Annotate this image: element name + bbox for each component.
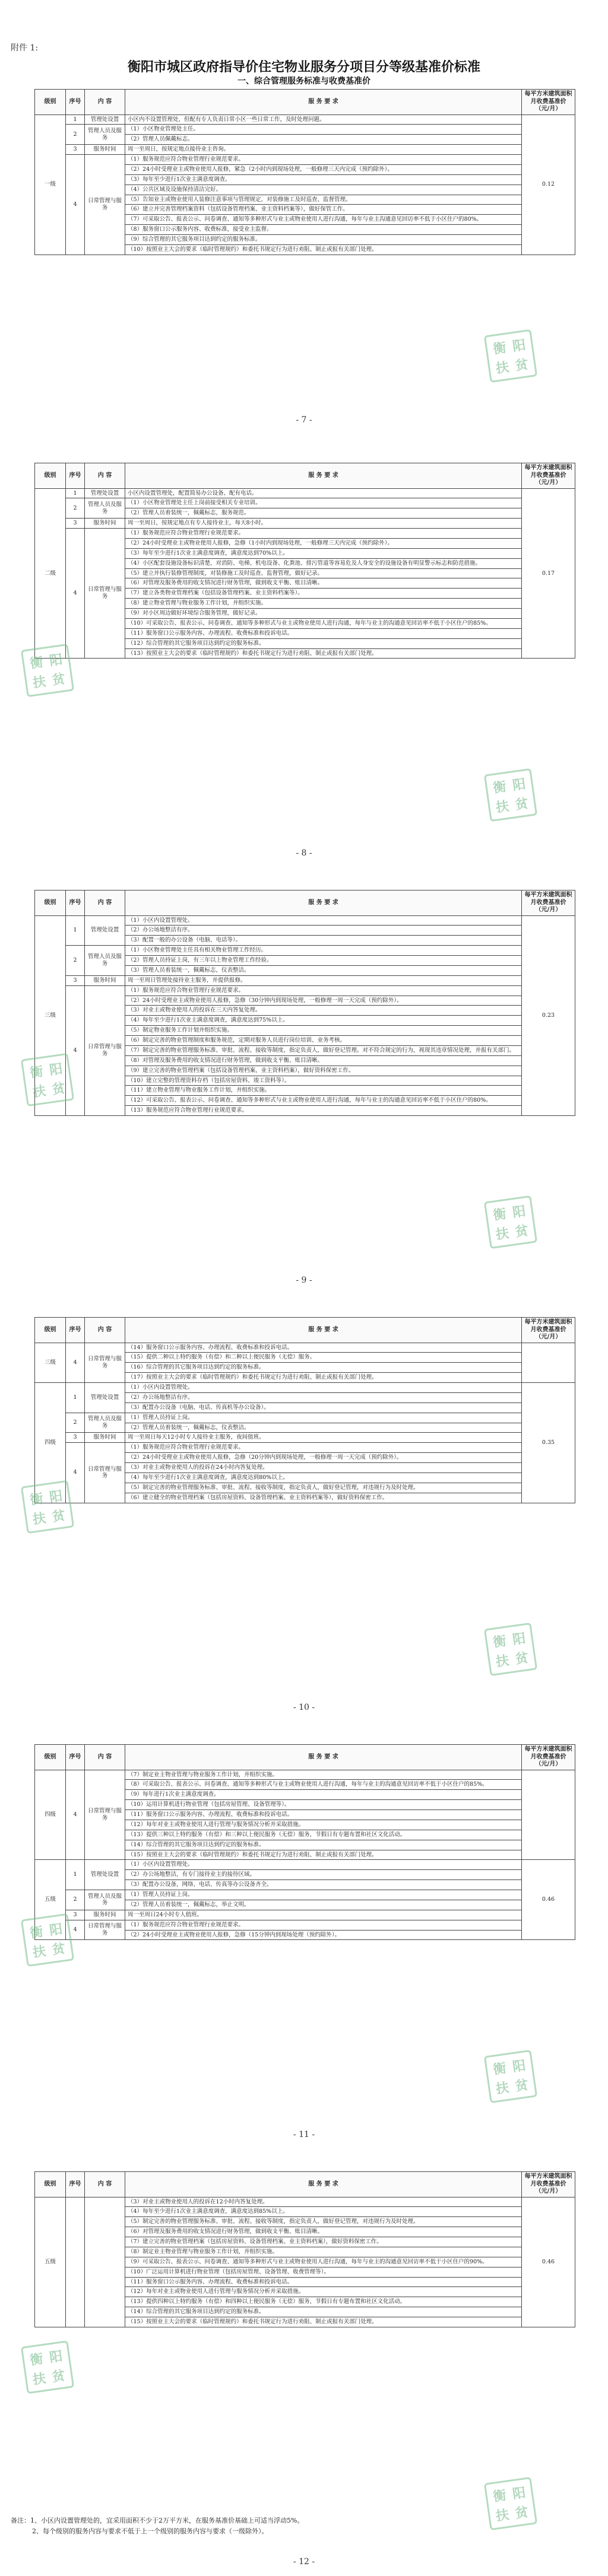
item-cell: 服务时间 [85, 519, 125, 529]
watermark-glyph: 阳 [511, 337, 527, 355]
requirement-cell: （8）服务窗口公示服务内容、收费标准，接受业主监督。 [125, 225, 522, 235]
document-page-3 [0, 866, 608, 1293]
column-header-number: 序号 [66, 891, 85, 916]
column-header-requirements: 服 务 要 求 [125, 463, 522, 489]
level-cell: 四级 [35, 1383, 66, 1503]
table-row [35, 985, 575, 996]
watermark-glyph: 衡 [28, 1064, 45, 1081]
watermark-glyph: 贫 [514, 2504, 530, 2521]
page-number: - 9 - [296, 1276, 312, 1285]
column-header-level: 级别 [35, 2172, 66, 2197]
service-standard-table [34, 463, 575, 659]
requirement-cell: （12）可采取公告、报表公示、问卷调查、通知等多种形式与业主或物业使用人进行沟通，每年与业主的沟通意见回访率不低于小区住户的80%。 [125, 1096, 522, 1106]
requirement-cell: （2）管理人员着装统一，佩戴标志，举止文明。 [125, 1900, 522, 1910]
watermark-glyph: 阳 [48, 1061, 64, 1079]
requirement-cell: （3）每年至少进行1次业主满意度调查，满意度达到70%以上。 [125, 548, 522, 558]
level-cell: 五级 [35, 1860, 66, 1940]
row-number-cell: 3 [66, 1433, 85, 1443]
requirement-cell: 周一至周日每天12小时专人接待业主服务，夜间值班。 [125, 1433, 522, 1443]
table-row [35, 1383, 575, 1393]
requirement-cell: 周一至周日，按规定地点有专人接待业主，每天8小时。 [125, 519, 522, 529]
watermark-glyph: 阳 [511, 2485, 527, 2502]
column-header-requirements: 服 务 要 求 [125, 891, 522, 916]
requirement-cell: （3）对业主或物业使用人的投诉在12小时内答复处理。 [125, 2197, 522, 2207]
requirement-cell: 小区内设置管理处，配置简易办公设备、配有电话。 [125, 488, 522, 498]
requirement-cell: （12）每年对业主或物业使用人进行管理与服务情况分析并采取措施。 [125, 2287, 522, 2297]
requirement-cell: （3）每年至少进行1次业主满意度调查。 [125, 174, 522, 185]
requirement-cell: （2）办公场地整洁，有专门接待业主的接待区域。 [125, 1870, 522, 1880]
row-number-cell: 1 [66, 1383, 85, 1413]
requirement-cell: 周一至周日，按规定地点接待业主咨询。 [125, 145, 522, 155]
requirement-cell: （4）每年至少进行1次业主满意度调查，满意度达到85%以上。 [125, 2207, 522, 2217]
requirement-cell: （2）管理人员着装统一，佩戴标志，服务规范。 [125, 508, 522, 519]
requirement-cell: （6）对管理及服务费用的收支情况进行财务管理，做到收支平衡、账目清晰。 [125, 2227, 522, 2237]
requirement-cell: （11）建立物业管理与物业服务工作计划，并组织实施。 [125, 1086, 522, 1096]
item-cell: 日常管理与服务 [85, 155, 125, 255]
requirement-cell: （8）制定业主物业管理与物业服务工作计划，并组织实施。 [125, 2247, 522, 2257]
item-cell: 管理人员及服务 [85, 1890, 125, 1910]
table-row [35, 1770, 575, 1780]
requirement-cell: （1）服务规范应符合物业管理行业规范要求。 [125, 985, 522, 996]
table-row [35, 1343, 575, 1353]
watermark-glyph: 扶 [31, 2370, 47, 2388]
item-cell: 管理处设置 [85, 488, 125, 498]
table-header-row [35, 463, 575, 489]
requirement-cell: （5）建立并执行装修管理制度，对装修施工及时巡查、监督管理，做好记录。 [125, 568, 522, 578]
item-cell: 日常管理与服务 [85, 985, 125, 1115]
watermark-glyph: 贫 [514, 1650, 530, 1667]
item-cell: 服务时间 [85, 975, 125, 985]
service-standard-table [34, 1317, 575, 1503]
item-cell: 管理处设置 [85, 115, 125, 125]
row-number-cell: 4 [66, 1920, 85, 1940]
requirement-cell: （9）对小区周边做好环境综合服务管理，做好记录。 [125, 609, 522, 619]
row-number-cell: 4 [66, 155, 85, 255]
attachment-label: 附件 1: [11, 43, 39, 53]
watermark-glyph: 阳 [511, 1630, 527, 1648]
footnotes [11, 2515, 303, 2536]
watermark-glyph: 贫 [51, 1941, 66, 1958]
table-row [35, 1413, 575, 1423]
requirement-cell: （11）服务窗口公示服务内容、办理流程、收费标准和投诉电话。 [125, 1810, 522, 1820]
row-number-cell: 4 [66, 1343, 85, 1383]
requirement-cell: （2）办公场地整洁有序。 [125, 926, 522, 936]
requirement-cell: （12）每年对业主或物业使用人进行管理与服务情况分析并采取措施。 [125, 1820, 522, 1830]
requirement-cell: （1）小区内设置管理处。 [125, 915, 522, 926]
requirement-cell: （1）服务规范应符合物业管理行业规范要求。 [125, 155, 522, 165]
price-cell: 0.35 [522, 1383, 575, 1503]
requirement-cell: （1）小区物业管理处主任上岗前接受相关专业培训。 [125, 498, 522, 508]
column-header-number: 序号 [66, 1318, 85, 1343]
requirement-cell: （4）公共区域及设施保持清洁完好。 [125, 185, 522, 195]
item-cell: 管理处设置 [85, 1860, 125, 1890]
service-standard-table [34, 1744, 575, 1940]
requirement-cell: （6）建立并完善管理档案资料（包括设备管理档案、业主资料档案等），做好保管工作。 [125, 205, 522, 215]
item-cell: 管理处设置 [85, 915, 125, 946]
level-cell: 五级 [35, 2197, 66, 2327]
item-cell: 服务时间 [85, 1910, 125, 1920]
page-number: - 12 - [293, 2557, 315, 2567]
watermark-glyph: 贫 [51, 2368, 66, 2385]
item-cell: 管理人员及服务 [85, 1413, 125, 1433]
row-number-cell: 2 [66, 1890, 85, 1910]
table-header-row [35, 891, 575, 916]
level-cell: 四级 [35, 1770, 66, 1860]
requirement-cell: （2）管理人员着装统一，佩戴标志，仪表整洁。 [125, 1423, 522, 1433]
column-header-item: 内 容 [85, 1318, 125, 1343]
row-number-cell: 2 [66, 946, 85, 976]
table-row [35, 145, 575, 155]
row-number-cell: 1 [66, 915, 85, 946]
requirement-cell: （9）可采取公告、报表公示、问卷调查、通知等多种形式与业主或物业使用人进行沟通，每年与业主的沟通意见回访率不低于小区住户的90%。 [125, 2257, 522, 2267]
item-cell [85, 2197, 125, 2327]
column-header-requirements: 服 务 要 求 [125, 90, 522, 115]
watermark-glyph: 贫 [51, 1080, 66, 1098]
requirement-cell: （4）小区配套设施设备标识清楚，对消防、电梯、机电设备、化粪池、排污管道等容易危及人身安全的设施设备有明显警示标志和防范措施。 [125, 558, 522, 568]
item-cell: 管理人员及服务 [85, 498, 125, 519]
price-cell: 0.23 [522, 915, 575, 1116]
watermark-glyph: 贫 [514, 2077, 530, 2094]
watermark-glyph: 贫 [514, 1223, 530, 1240]
watermark-glyph: 衡 [492, 2060, 508, 2078]
column-header-requirements: 服 务 要 求 [125, 1745, 522, 1770]
item-cell: 日常管理与服务 [85, 1343, 125, 1383]
level-cell: 三级 [35, 1343, 66, 1383]
requirement-cell: （11）服务窗口公示服务内容、办理流程、收费标准和投诉电话。 [125, 2277, 522, 2287]
requirement-cell: （15）按照业主大会的要求（临时管理规约）和委托书规定行为进行劝阻、制止或报有关部门处理。 [125, 1850, 522, 1860]
column-header-number: 序号 [66, 463, 85, 489]
column-header-level: 级别 [35, 1318, 66, 1343]
item-cell: 日常管理与服务 [85, 1443, 125, 1503]
watermark-glyph: 阳 [48, 2348, 64, 2366]
price-cell [522, 1343, 575, 1383]
watermark-glyph: 衡 [28, 1924, 45, 1941]
watermark-glyph: 衡 [492, 779, 508, 796]
watermark-glyph: 衡 [492, 2488, 508, 2505]
requirement-cell: （2）24小时受理业主或物业使用人报修，急修（30分钟内到现场处理，一般修理一周一天完成（预约除外）。 [125, 996, 522, 1006]
watermark-glyph: 阳 [511, 2057, 527, 2075]
table-row [35, 1890, 575, 1900]
document-page-2 [0, 439, 608, 866]
watermark-glyph: 扶 [31, 1943, 47, 1961]
requirement-cell: （9）建立完善的物业管理档案（包括设备管理档案、业主资料档案），做好资料保密工作。 [125, 1066, 522, 1076]
watermark-glyph: 扶 [495, 2507, 510, 2524]
requirement-cell: （2）24小时受理业主或物业使用人报修，急修（20分钟内到现场处理，一般修理一周一天完成（预约除外）。 [125, 1453, 522, 1463]
requirement-cell: （9）综合管理的其它服务项目达到约定的服务标准。 [125, 235, 522, 245]
requirement-cell: 周一至周日24小时专人值班。 [125, 1910, 522, 1920]
column-header-number: 序号 [66, 90, 85, 115]
requirement-cell: （13）提供四种以上特约服务（有偿）和四种以上便民服务（无偿）服务，节假日有专题布置和社区文化活动。 [125, 2297, 522, 2307]
requirement-cell: （1）服务规范应符合物业管理行业规范要求。 [125, 529, 522, 539]
watermark-glyph: 衡 [492, 340, 508, 357]
requirement-cell: （3）管理人员着装统一，佩戴标志，仪表整洁。 [125, 965, 522, 975]
requirement-cell: （2）管理人员持证上岗，有三年以上物业管理工作经验。 [125, 956, 522, 966]
requirement-cell: （8）建立物业管理与物业服务工作计划，并组织实施。 [125, 599, 522, 609]
document-page-5 [0, 1720, 608, 2148]
requirement-cell: （7）建立各类物业管理档案（包括设备管理档案、业主资料档案等）。 [125, 589, 522, 599]
table-row [35, 2197, 575, 2207]
item-cell: 管理人员及服务 [85, 125, 125, 145]
watermark-glyph: 扶 [495, 1652, 510, 1670]
requirement-cell: （8）可采取公告、报表公示、问卷调查、通知等多种形式与业主或物业使用人进行沟通，每年与业主的沟通意见回访率不低于小区住户的85%。 [125, 1780, 522, 1790]
level-cell: 一级 [35, 115, 66, 255]
item-cell: 日常管理与服务 [85, 1770, 125, 1860]
price-cell: 0.17 [522, 488, 575, 659]
requirement-cell: （3）对业主或物业使用人的投诉在三天内答复处理。 [125, 1006, 522, 1016]
row-number-cell: 2 [66, 125, 85, 145]
page-number: - 10 - [293, 1703, 315, 1712]
column-header-level: 级别 [35, 891, 66, 916]
requirement-cell: （3）配置办公设备，网络、电话、传真等办公设备齐全。 [125, 1880, 522, 1890]
column-header-price: 每平方米建筑面积月收费基准价（元/月） [522, 90, 575, 115]
row-number-cell: 4 [66, 1443, 85, 1503]
watermark-glyph: 阳 [48, 651, 64, 669]
table-row [35, 1860, 575, 1870]
row-number-cell: 4 [66, 985, 85, 1115]
page-number: - 8 - [296, 848, 312, 858]
watermark-glyph: 贫 [51, 671, 66, 688]
table-row [35, 1443, 575, 1453]
document-page-6 [0, 2148, 608, 2576]
watermark-glyph: 扶 [495, 2079, 510, 2097]
requirement-cell: （1）管理人员持证上岗。 [125, 1413, 522, 1423]
watermark-glyph: 贫 [514, 357, 530, 374]
watermark-glyph: 阳 [511, 1203, 527, 1221]
watermark-glyph: 衡 [28, 1491, 45, 1508]
requirement-cell: （5）告知业主或物业使用人装修注意事项与管理规定，对装修施工及时巡查、监督管理。 [125, 195, 522, 205]
requirement-cell: （9）每年进行1次业主满意度调查。 [125, 1790, 522, 1800]
row-number-cell: 1 [66, 1860, 85, 1890]
watermark-glyph: 阳 [511, 776, 527, 794]
requirement-cell: （1）服务规范应符合物业管理行业规范要求。 [125, 1443, 522, 1453]
column-header-level: 级别 [35, 463, 66, 489]
requirement-cell: （1）管理人员持证上岗。 [125, 1890, 522, 1900]
requirement-cell: （1）小区物业管理处主任具有相关物业管理工作经历。 [125, 946, 522, 956]
watermark-glyph: 贫 [514, 796, 530, 813]
watermark-glyph: 阳 [48, 1488, 64, 1506]
requirement-cell: （16）综合管理的其它服务项目达到约定的服务标准。 [125, 1363, 522, 1373]
requirement-cell: （10）广泛运用计算机进行物业管理（包括房屋管理、设备管理、收费管理等）。 [125, 2267, 522, 2277]
column-header-number: 序号 [66, 1745, 85, 1770]
requirement-cell: （3）对业主或物业使用人的投诉在24小时内答复处理。 [125, 1463, 522, 1473]
table-row [35, 975, 575, 985]
table-header-row [35, 1318, 575, 1343]
column-header-level: 级别 [35, 90, 66, 115]
requirement-cell: （7）可采取公告、报表公示、问卷调查、通知等多种形式与业主或物业使用人进行沟通，每年与业主沟通意见回访率不低于小区住户的80%。 [125, 215, 522, 225]
requirement-cell: （15）按照业主大会的要求（临时管理规约）和委托书规定行为进行劝阻、制止或报有关部门处理。 [125, 2317, 522, 2327]
requirement-cell: （2）24小时受理业主或物业使用人报修，急修（1小时内到现场处理，一般修理三天内完成（预约除外）。 [125, 538, 522, 548]
item-cell: 日常管理与服务 [85, 529, 125, 659]
requirement-cell: 小区内不设置管理处，但配有专人负责日常小区一些日常工作，及时处理问题。 [125, 115, 522, 125]
watermark-glyph: 衡 [492, 1633, 508, 1650]
requirement-cell: （13）提供三种以上特约服务（有偿）和三种以上便民服务（无偿）服务，节假日有专题布置和社区文化活动。 [125, 1830, 522, 1840]
row-number-cell: 2 [66, 498, 85, 519]
requirement-cell: （10）运用计算机进行物业管理（包括房屋管理、设备管理等）。 [125, 1800, 522, 1810]
requirement-cell: （6）制定完善的物业管理制度和服务规范，定期对服务人员进行岗位培训、业务考核。 [125, 1036, 522, 1046]
requirement-cell: （14）服务窗口公示服务内容、办理流程、收费标准和投诉电话。 [125, 1343, 522, 1353]
watermark-glyph: 扶 [31, 1510, 47, 1528]
requirement-cell: （1）小区物业管理处主任。 [125, 125, 522, 135]
item-cell: 日常管理与服务 [85, 1920, 125, 1940]
service-standard-table [34, 2171, 575, 2327]
row-number-cell: 3 [66, 975, 85, 985]
requirement-cell: （17）按照业主大会的要求（临时管理规约）和委托书规定行为进行劝阻、制止或报有关部门处理。 [125, 1373, 522, 1383]
document-page-1 [0, 0, 608, 439]
column-header-number: 序号 [66, 2172, 85, 2197]
table-row [35, 1433, 575, 1443]
column-header-requirements: 服 务 要 求 [125, 2172, 522, 2197]
document-page-4 [0, 1293, 608, 1720]
item-cell: 服务时间 [85, 145, 125, 155]
page-number: - 11 - [293, 2130, 315, 2139]
requirement-cell: （5）制定物业服务工作计划并组织实施。 [125, 1026, 522, 1036]
row-number-cell: 4 [66, 1770, 85, 1860]
table-row [35, 155, 575, 165]
requirement-cell: （6）对管理及服务费用的收支情况进行财务管理，做到收支平衡、账目清晰。 [125, 578, 522, 589]
requirement-cell: （5）制定完善的物业管理服务标准、审批、流程、接收等制度，指定负责人，做好登记管理，对违规行为及时处理。 [125, 2217, 522, 2227]
row-number-cell: 3 [66, 145, 85, 155]
requirement-cell: （1）服务规范应符合物业管理行业规范要求。 [125, 1920, 522, 1930]
table-header-row [35, 2172, 575, 2197]
column-header-level: 级别 [35, 1745, 66, 1770]
requirement-cell: （10）可采取公告、报表公示、问卷调查、通知等多种形式与业主或物业使用人进行沟通，每年与业主的沟通意见回访率不低于小区住户的85%。 [125, 618, 522, 628]
requirement-cell: （4）每年至少进行1次业主满意度调查，满意度达到75%以上。 [125, 1016, 522, 1026]
requirement-cell: （7）建立完善的物业管理档案（包括房屋资料、设备管理档案、业主资料档案），做好资料保密工作。 [125, 2237, 522, 2247]
level-cell: 三级 [35, 915, 66, 1116]
watermark-glyph: 贫 [51, 1508, 66, 1525]
row-number-cell: 1 [66, 115, 85, 125]
row-number-cell [66, 2197, 85, 2327]
row-number-cell: 3 [66, 1910, 85, 1920]
requirement-cell: （2）24小时受理业主或物业使用人报修，急修（15分钟内到现场处理（预约除外）。 [125, 1930, 522, 1940]
column-header-item: 内 容 [85, 90, 125, 115]
requirement-cell: （3）配置办公设备（电脑、电话、传真机等办公设备）。 [125, 1403, 522, 1413]
watermark-glyph: 衡 [492, 1206, 508, 1223]
requirement-cell: （1）小区内设置管理处。 [125, 1383, 522, 1393]
requirement-cell: （11）服务窗口公示服务内容、办理流程、收费标准和投诉电话。 [125, 628, 522, 638]
service-standard-table [34, 89, 575, 255]
requirement-cell: （4）每年至少进行1次业主满意度调查，满意度达到80%以上。 [125, 1473, 522, 1483]
footnote-2: 2、每个级别的服务内容与要求不低于上一个级别的服务内容与要求（一级除外）。 [32, 2527, 268, 2535]
watermark-glyph: 扶 [31, 673, 47, 691]
column-header-price: 每平方米建筑面积月收费基准价（元/月） [522, 463, 575, 489]
table-header-row [35, 1745, 575, 1770]
table-row [35, 519, 575, 529]
price-cell: 0.46 [522, 2197, 575, 2327]
row-number-cell: 3 [66, 519, 85, 529]
column-header-item: 内 容 [85, 2172, 125, 2197]
row-number-cell: 1 [66, 488, 85, 498]
service-standard-table [34, 890, 575, 1116]
column-header-price: 每平方米建筑面积月收费基准价（元/月） [522, 1318, 575, 1343]
requirement-cell: （12）综合管理的其它服务项目达到约定的服务标准。 [125, 638, 522, 648]
watermark-glyph: 扶 [31, 1083, 47, 1101]
column-header-price: 每平方米建筑面积月收费基准价（元/月） [522, 2172, 575, 2197]
watermark-glyph: 扶 [495, 359, 510, 377]
requirement-cell: （1）小区内设置管理处。 [125, 1860, 522, 1870]
requirement-cell: （3）配置一般的办公设备（电脑、电话等）。 [125, 936, 522, 946]
item-cell: 管理处设置 [85, 1383, 125, 1413]
watermark-glyph: 扶 [495, 798, 510, 816]
watermark-glyph: 阳 [48, 1921, 64, 1939]
footnote-1: 备注：1、小区内设置管理处的，宜采用面积不少于2万平方米，在服务基准价基础上可适当浮动5%。 [11, 2517, 304, 2524]
table-header-row [35, 90, 575, 115]
requirement-cell: （8）对管理及服务费用的收支情况进行财务管理，做到收支平衡、账目清晰。 [125, 1055, 522, 1066]
table-row [35, 488, 575, 498]
price-cell: 0.46 [522, 1860, 575, 1940]
row-number-cell: 4 [66, 529, 85, 659]
item-cell: 管理人员及服务 [85, 946, 125, 976]
table-row [35, 946, 575, 956]
requirement-cell: （6）建立健全的物业管理档案（包括房屋资料、设备管理档案、业主资料档案等），做好资料保密工作。 [125, 1493, 522, 1503]
level-cell: 二级 [35, 488, 66, 659]
document-title: 衡阳市城区政府指导价住宅物业服务分项目分等级基准价标准 [127, 59, 480, 75]
requirement-cell: （13）按照业主大会的要求（临时管理规约）和委托书规定行为进行劝阻、制止或报有关部门处理。 [125, 648, 522, 659]
watermark-glyph: 衡 [28, 654, 45, 672]
column-header-price: 每平方米建筑面积月收费基准价（元/月） [522, 891, 575, 916]
price-cell: 0.12 [522, 115, 575, 255]
table-row [35, 915, 575, 926]
item-cell: 服务时间 [85, 1433, 125, 1443]
requirement-cell: （2）管理人员佩戴标志。 [125, 135, 522, 145]
section-title: 一、综合管理服务标准与收费基准价 [238, 77, 370, 86]
requirement-cell: （13）服务规范应符合物业管理行业规范要求。 [125, 1106, 522, 1116]
price-cell [522, 1770, 575, 1860]
page-number: - 7 - [296, 415, 312, 425]
requirement-cell: （14）综合管理的其它服务项目达到约定的服务标准。 [125, 2307, 522, 2317]
requirement-cell: （14）综合管理的其它服务项目达到约定的服务标准。 [125, 1840, 522, 1850]
table-row [35, 498, 575, 508]
requirement-cell: （2）24小时受理业主或物业使用人报修，紧急（2小时内到现场处理，一般修理三天内完成（预约除外）。 [125, 164, 522, 174]
column-header-item: 内 容 [85, 891, 125, 916]
column-header-price: 每平方米建筑面积月收费基准价（元/月） [522, 1745, 575, 1770]
requirement-cell: （15）提供二种以上特约服务（有偿）和二种以上便民服务（无偿）服务。 [125, 1353, 522, 1363]
table-row [35, 1920, 575, 1930]
watermark-glyph: 扶 [495, 1225, 510, 1243]
requirement-cell: （7）制定完善的物业管理服务标准、审批、流程、接收等制度，指定负责人，做好登记管理。对不符合规定的行为，视现其违章情况处理，并报有关部门。 [125, 1045, 522, 1055]
requirement-cell: （7）制定业主物业管理与物业服务工作计划，并组织实施。 [125, 1770, 522, 1780]
requirement-cell: 周一至周日管理处接待业主服务，并提供报修。 [125, 975, 522, 985]
column-header-requirements: 服 务 要 求 [125, 1318, 522, 1343]
row-number-cell: 2 [66, 1413, 85, 1433]
table-row [35, 115, 575, 125]
requirement-cell: （10）建立完整的管理资料存档（包括房屋资料、竣工资料等）。 [125, 1076, 522, 1086]
column-header-item: 内 容 [85, 1745, 125, 1770]
table-row [35, 1910, 575, 1920]
requirement-cell: （5）制定完善的物业管理服务标准、审批、流程、接收等制度，指定负责人，做好登记管理，对违规行为及时处理。 [125, 1483, 522, 1493]
requirement-cell: （10）按照业主大会的要求（临时管理规约）和委托书规定行为进行劝阻、制止或报有关部门处理。 [125, 244, 522, 255]
watermark-glyph: 衡 [28, 2351, 45, 2368]
requirement-cell: （2）办公场地整洁有序。 [125, 1392, 522, 1403]
table-row [35, 125, 575, 135]
column-header-item: 内 容 [85, 463, 125, 489]
table-row [35, 529, 575, 539]
